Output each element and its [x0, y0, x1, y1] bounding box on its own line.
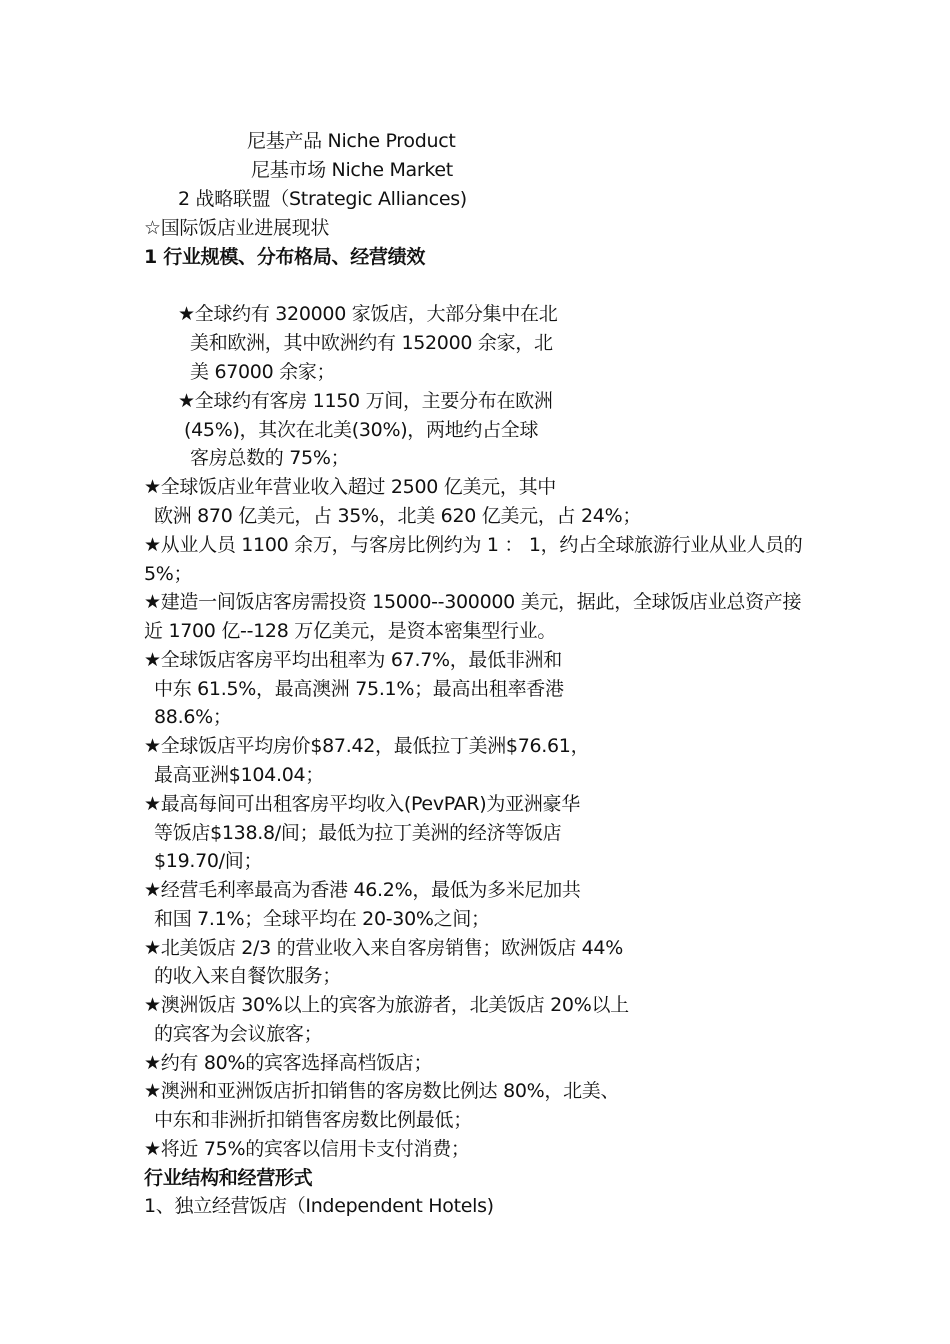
bullet-line: 5%； — [144, 563, 193, 585]
bullet-line: ★北美饭店 2/3 的营业收入来自客房销售；欧洲饭店 44% — [144, 937, 623, 959]
subsection-heading: 1 行业规模、分布格局、经营绩效 — [144, 246, 426, 268]
bullet-line: ★全球约有客房 1150 万间，主要分布在欧洲 — [178, 390, 553, 412]
bullet-line: 美和欧洲，其中欧洲约有 152000 余家，北 — [190, 332, 553, 354]
bullet-line: 中东和非洲折扣销售客房数比例最低； — [154, 1109, 472, 1131]
bullet-line: ★最高每间可出租客房平均收入(PevPAR)为亚洲豪华 — [144, 793, 580, 815]
outline-item-strategic-alliances: 2 战略联盟（Strategic Alliances) — [178, 188, 467, 210]
bullet-line: 美 67000 余家； — [190, 361, 336, 383]
bullet-line: 等饭店$138.8/间；最低为拉丁美洲的经济等饭店 — [154, 822, 562, 844]
bullet-line: 客房总数的 75%； — [190, 447, 350, 469]
bullet-line: 欧洲 870 亿美元，占 35%，北美 620 亿美元，占 24%； — [154, 505, 642, 527]
outline-item-niche-market: 尼基市场 Niche Market — [251, 159, 453, 181]
numbered-item: 1、独立经营饭店（Independent Hotels) — [144, 1195, 494, 1217]
bullet-line: 的宾客为会议旅客； — [154, 1023, 323, 1045]
bullet-line: ★约有 80%的宾客选择高档饭店； — [144, 1052, 433, 1074]
bullet-line: ★全球饭店业年营业收入超过 2500 亿美元，其中 — [144, 476, 556, 498]
subsection-heading: 行业结构和经营形式 — [144, 1167, 313, 1189]
bullet-line: ★澳洲和亚洲饭店折扣销售的客房数比例达 80%，北美、 — [144, 1080, 620, 1102]
bullet-line: (45%)，其次在北美(30%)，两地约占全球 — [184, 419, 539, 441]
bullet-line: ★澳洲饭店 30%以上的宾客为旅游者，北美饭店 20%以上 — [144, 994, 629, 1016]
bullet-line: ★建造一间饭店客房需投资 15000--300000 美元，据此，全球饭店业总资产接 — [144, 591, 802, 613]
bullet-line: 88.6%； — [154, 706, 232, 728]
bullet-line: 和国 7.1%；全球平均在 20-30%之间； — [154, 908, 490, 930]
bullet-line: 最高亚洲$104.04； — [154, 764, 324, 786]
section-heading: ☆国际饭店业进展现状 — [144, 217, 330, 239]
bullet-line: ★全球饭店平均房价$87.42，最低拉丁美洲$76.61， — [144, 735, 590, 757]
bullet-line: ★全球约有 320000 家饭店，大部分集中在北 — [178, 303, 558, 325]
bullet-line: 的收入来自餐饮服务； — [154, 965, 342, 987]
bullet-line: 中东 61.5%，最高澳洲 75.1%；最高出租率香港 — [154, 678, 564, 700]
bullet-line: $19.70/间； — [154, 850, 263, 872]
outline-item-niche-product: 尼基产品 Niche Product — [247, 130, 456, 152]
bullet-line: ★经营毛利率最高为香港 46.2%，最低为多米尼加共 — [144, 879, 581, 901]
bullet-line: ★将近 75%的宾客以信用卡支付消费； — [144, 1138, 470, 1160]
bullet-line: ★从业人员 1100 余万，与客房比例约为 1 ： 1，约占全球旅游行业从业人员的 — [144, 534, 803, 556]
bullet-line: ★全球饭店客房平均出租率为 67.7%，最低非洲和 — [144, 649, 562, 671]
bullet-line: 近 1700 亿--128 万亿美元，是资本密集型行业。 — [144, 620, 557, 642]
